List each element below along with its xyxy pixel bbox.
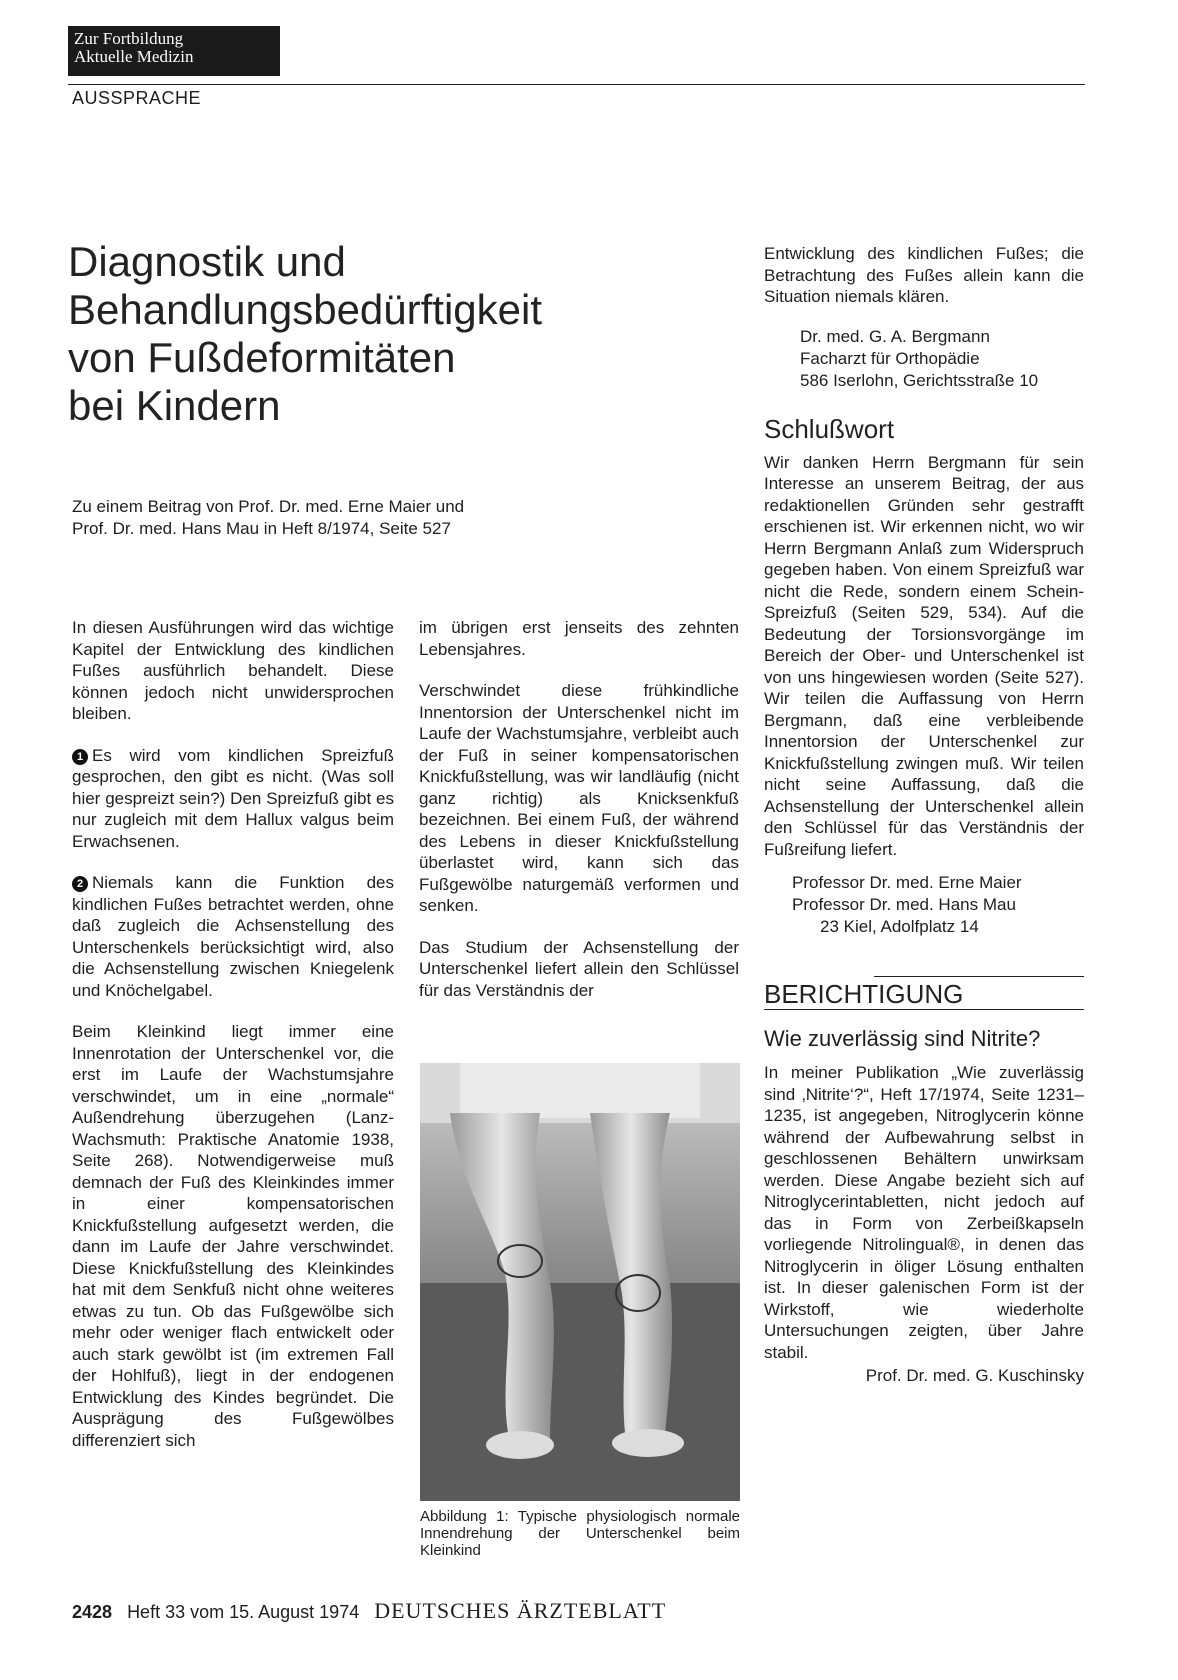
series-label-line1: Zur Fortbildung: [74, 29, 184, 48]
figure-caption: Abbildung 1: Typische physiologisch normale Innendrehung der Unterschenkel beim Kleinkind: [420, 1508, 740, 1559]
section-label: AUSSPRACHE: [72, 88, 202, 108]
photo-illustration: [420, 1063, 740, 1501]
page-footer: [72, 1598, 666, 1624]
subtitle-line: Prof. Dr. med. Hans Mau in Heft 8/1974, Seite 527: [72, 519, 451, 538]
title-line: bei Kindern: [68, 382, 281, 429]
section-rule-bottom: [764, 1009, 1084, 1010]
paragraph: Das Studium der Achsenstellung der Unterschenkel liefert allein den Schlüssel für das Verständnis der: [419, 937, 739, 1000]
series-label-box: [68, 26, 280, 76]
article-subtitle: [72, 496, 592, 540]
signature-line: 586 Iserlohn, Gerichtsstraße 10: [800, 370, 1039, 390]
signature-bergmann: [764, 326, 1084, 392]
signature-kuschinsky: Prof. Dr. med. G. Kuschinsky: [865, 1366, 1084, 1385]
column-3: [764, 243, 1084, 1387]
title-line: von Fußdeformitäten: [68, 334, 456, 381]
number-badge: 1: [72, 749, 88, 765]
heading-schlusswort: Schlußwort: [764, 413, 895, 444]
figure-photo-child-legs: [420, 1063, 740, 1501]
column-2: [419, 617, 739, 1021]
signature-line: 23 Kiel, Adolfplatz 14: [820, 917, 979, 936]
paragraph: In diesen Ausführungen wird das wichtige Kapitel der Entwicklung des kindlichen Fußes ausführlich behandelt. Diese können jedoch nicht unwidersprochen bleiben.: [72, 618, 394, 723]
paragraph: Verschwindet diese frühkindliche Innentorsion der Unterschenkel nicht im Laufe der Wachstumsjahre, verbleibt auch der Fuß in seiner kompensatorischen Knickfußstellung, was wir landläufig (nicht ganz richtig) als Knicksenkfuß bezeichnen. Bei einem Fuß, der während des Lebens in dieser Knickfußstellung überlastet wird, kann sich das Fußgewölbe naturgemäß verformen und senken.: [419, 681, 739, 915]
header-rule: [68, 84, 1085, 85]
section-rule-top: [874, 976, 1084, 977]
issue-info: Heft 33 vom 15. August 1974: [127, 1602, 360, 1622]
signature-line: Dr. med. G. A. Bergmann: [800, 326, 990, 346]
title-line: Behandlungsbedürftigkeit: [68, 286, 543, 333]
paragraph-numbered: [72, 872, 394, 1001]
series-label-line2: Aktuelle Medizin: [74, 47, 194, 66]
page-number: 2428: [72, 1602, 113, 1622]
paragraph: In meiner Publikation „Wie zuverlässig sind ‚Nitrite‘?“, Heft 17/1974, Seite 1231–1235, ist angegeben, Nitroglycerin könne während der Aufbewahrung selbst in geschlossenen Behältern unwirksam werden. Diese Angabe bezieht sich auf Nitroglycerintabletten, nicht jedoch auf das in Form von Zerbeißkapseln vorliegende Nitrolingual®, in denen das Nitroglycerin in öliger Lösung enthalten ist. In dieser galenischen Form ist der Wirkstoff, wie wiederholte Untersuchungen zeigten, über Jahre stabil.: [764, 1063, 1084, 1362]
column-1: [72, 617, 394, 1471]
signature-line: Professor Dr. med. Erne Maier: [792, 873, 1022, 892]
number-badge: 2: [72, 876, 88, 892]
paragraph-numbered: [72, 745, 394, 853]
signature-line: Professor Dr. med. Hans Mau: [792, 895, 1016, 914]
title-line: Diagnostik und: [68, 238, 346, 285]
paragraph: Wir danken Herrn Bergmann für sein Interesse an unserem Beitrag, der aus redaktionellen Gründen sehr gestrafft erschienen ist. Wir erkennen nicht, wo wir Herrn Bergmann Anlaß zum Widerspruch gegeben haben. Von einem Spreizfuß war nicht die Rede, sondern einem Schein-Spreizfuß (Seiten 529, 534). Auf die Bedeutung der Torsionsvorgänge im Bereich der Ober- und Unterschenkel ist von uns hingewiesen worden (Seite 527). Wir teilen die Auffassung von Herrn Bergmann, daß eine verbleibende Innentorsion der Unterschenkel zur Knickfußstellung zwingen muß. Wir teilen nicht seine Auffassung, daß die Achsenstellung der Unterschenkel allein den Schlüssel für das Verständnis der Fußreifung liefert.: [764, 452, 1084, 859]
paragraph: im übrigen erst jenseits des zehnten Lebensjahres.: [419, 618, 739, 659]
paragraph-text: Es wird vom kindlichen Spreizfuß gesprochen, den gibt es nicht. (Was soll hier gespreizt sein?) Den Spreizfuß gibt es nur zugleich mit dem Hallux valgus beim Erwachsenen.: [72, 745, 394, 851]
signature-maier-mau: [764, 872, 1084, 938]
paragraph: Beim Kleinkind liegt immer eine Innenrotation der Unterschenkel vor, die erst im Laufe der Wachstumsjahre verschwindet, um in eine „normale“ Außendrehung überzugehen (Lanz-Wachsmuth: Praktische Anatomie 1938, Seite 268). Notwendigerweise muß demnach der Fuß des Kleinkindes immer in einer kompensatorischen Knickfußstellung aufgesetzt werden, die dann im Laufe der Jahre verschwindet. Diese Knickfußstellung des Kleinkindes hat mit dem Senkfuß nicht ohne weiteres etwas zu tun. Ob das Fußgewölbe sich mehr oder weniger flach entwickelt oder auch stark gewölbt ist (im extremen Fall der Hohlfuß), liegt in der endogenen Entwicklung des Kindes begründet. Die Ausprägung des Fußgewölbes differenziert sich: [72, 1022, 394, 1450]
subtitle-line: Zu einem Beitrag von Prof. Dr. med. Erne Maier und: [72, 497, 465, 516]
paragraph-text: Niemals kann die Funktion des kindlichen Fußes betrachtet werden, ohne daß zugleich die Achsenstellung des Unterschenkels berücksichtigt wird, also die Achsenstellung zwischen Kniegelenk und Knöchelgabel.: [72, 873, 394, 1000]
paragraph: Entwicklung des kindlichen Fußes; die Betrachtung des Fußes allein kann die Situation niemals klären.: [764, 244, 1084, 306]
heading-nitrite: Wie zuverlässig sind Nitrite?: [764, 1026, 1041, 1051]
journal-name: DEUTSCHES ÄRZTEBLATT: [374, 1598, 667, 1623]
heading-berichtigung: BERICHTIGUNG: [764, 979, 964, 1009]
signature-line: Facharzt für Orthopädie: [800, 348, 980, 368]
article-title: [68, 238, 608, 430]
